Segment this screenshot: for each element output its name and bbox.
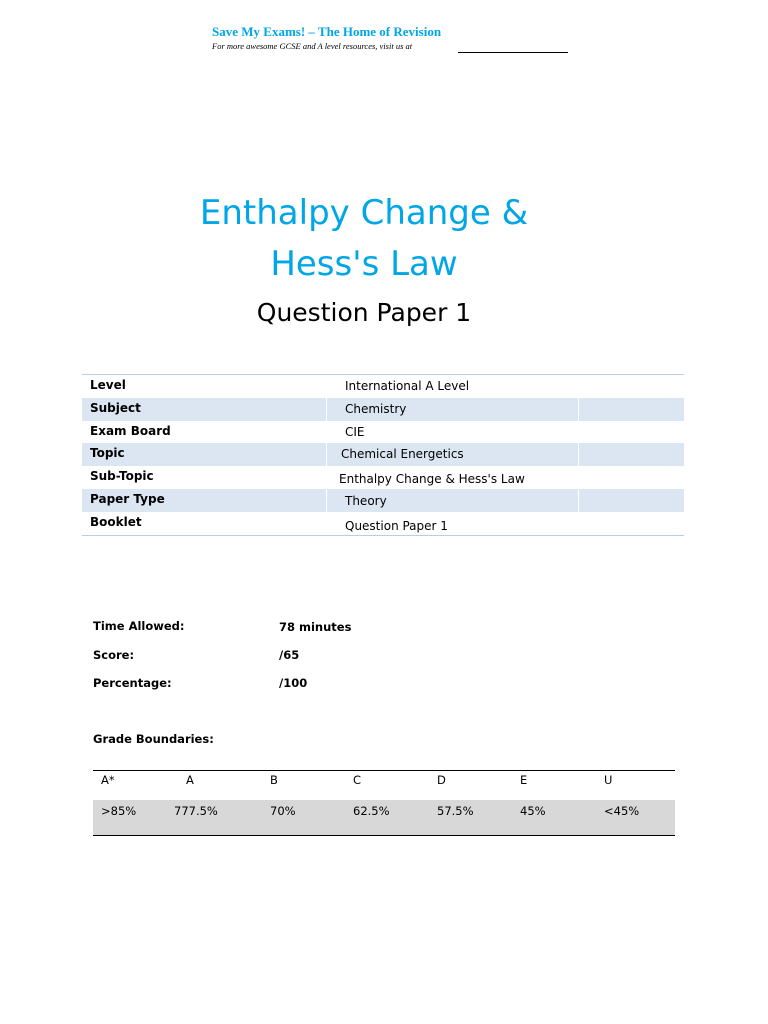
info-value: Chemical Energetics bbox=[341, 447, 464, 462]
info-row-level bbox=[82, 375, 684, 398]
document-title-line1: Enthalpy Change & bbox=[199, 193, 529, 233]
percentage-label: Percentage: bbox=[93, 676, 172, 690]
site-header-subtitle: For more awesome GCSE and A level resources, visit us at bbox=[212, 41, 413, 51]
grade-threshold: 62.5% bbox=[353, 804, 390, 818]
info-row-booklet bbox=[82, 512, 684, 535]
info-label: Topic bbox=[90, 446, 125, 461]
percentage-value: /100 bbox=[279, 676, 308, 690]
url-blank-line bbox=[458, 52, 568, 53]
grade-threshold: 70% bbox=[270, 804, 296, 818]
info-row-sub-topic bbox=[82, 466, 684, 489]
grade-threshold: 45% bbox=[520, 804, 546, 818]
info-label: Level bbox=[90, 378, 126, 392]
info-table bbox=[82, 374, 684, 536]
info-value: International A Level bbox=[345, 379, 470, 393]
grade-threshold: <45% bbox=[604, 804, 640, 818]
grade-header: U bbox=[604, 773, 613, 787]
grade-header: B bbox=[270, 773, 278, 787]
grade-threshold: 777.5% bbox=[174, 804, 218, 818]
info-row-subject bbox=[82, 398, 684, 421]
info-row-topic bbox=[82, 443, 684, 466]
grade-boundaries-label: Grade Boundaries: bbox=[93, 732, 214, 746]
grade-header: C bbox=[353, 773, 362, 787]
time-allowed-label: Time Allowed: bbox=[93, 619, 185, 633]
info-value: CIE bbox=[345, 424, 365, 439]
grade-boundaries-table bbox=[93, 770, 675, 836]
grade-header: E bbox=[520, 773, 528, 787]
grade-threshold: >85% bbox=[101, 804, 137, 818]
grade-threshold: 57.5% bbox=[437, 804, 474, 818]
info-value: Chemistry bbox=[345, 401, 407, 416]
info-label: Sub-Topic bbox=[90, 469, 154, 484]
score-value: /65 bbox=[279, 648, 300, 662]
info-row-paper-type bbox=[82, 489, 684, 512]
info-label: Booklet bbox=[90, 514, 142, 529]
grade-header: D bbox=[437, 773, 446, 787]
document-title-line2: Hess's Law bbox=[270, 244, 458, 284]
info-value: Question Paper 1 bbox=[345, 518, 448, 533]
info-label: Paper Type bbox=[90, 491, 165, 506]
site-header-title: Save My Exams! – The Home of Revision bbox=[212, 24, 442, 39]
info-row-exam-board bbox=[82, 421, 684, 444]
info-label: Exam Board bbox=[90, 423, 171, 438]
info-value: Theory bbox=[345, 493, 387, 508]
info-value: Enthalpy Change & Hess's Law bbox=[339, 472, 525, 487]
info-label: Subject bbox=[90, 400, 141, 415]
grade-header: A bbox=[186, 773, 194, 787]
grade-header: A* bbox=[101, 773, 115, 787]
time-allowed-value: 78 minutes bbox=[279, 620, 352, 634]
score-label: Score: bbox=[93, 648, 135, 662]
paper-title: Question Paper 1 bbox=[256, 298, 472, 327]
